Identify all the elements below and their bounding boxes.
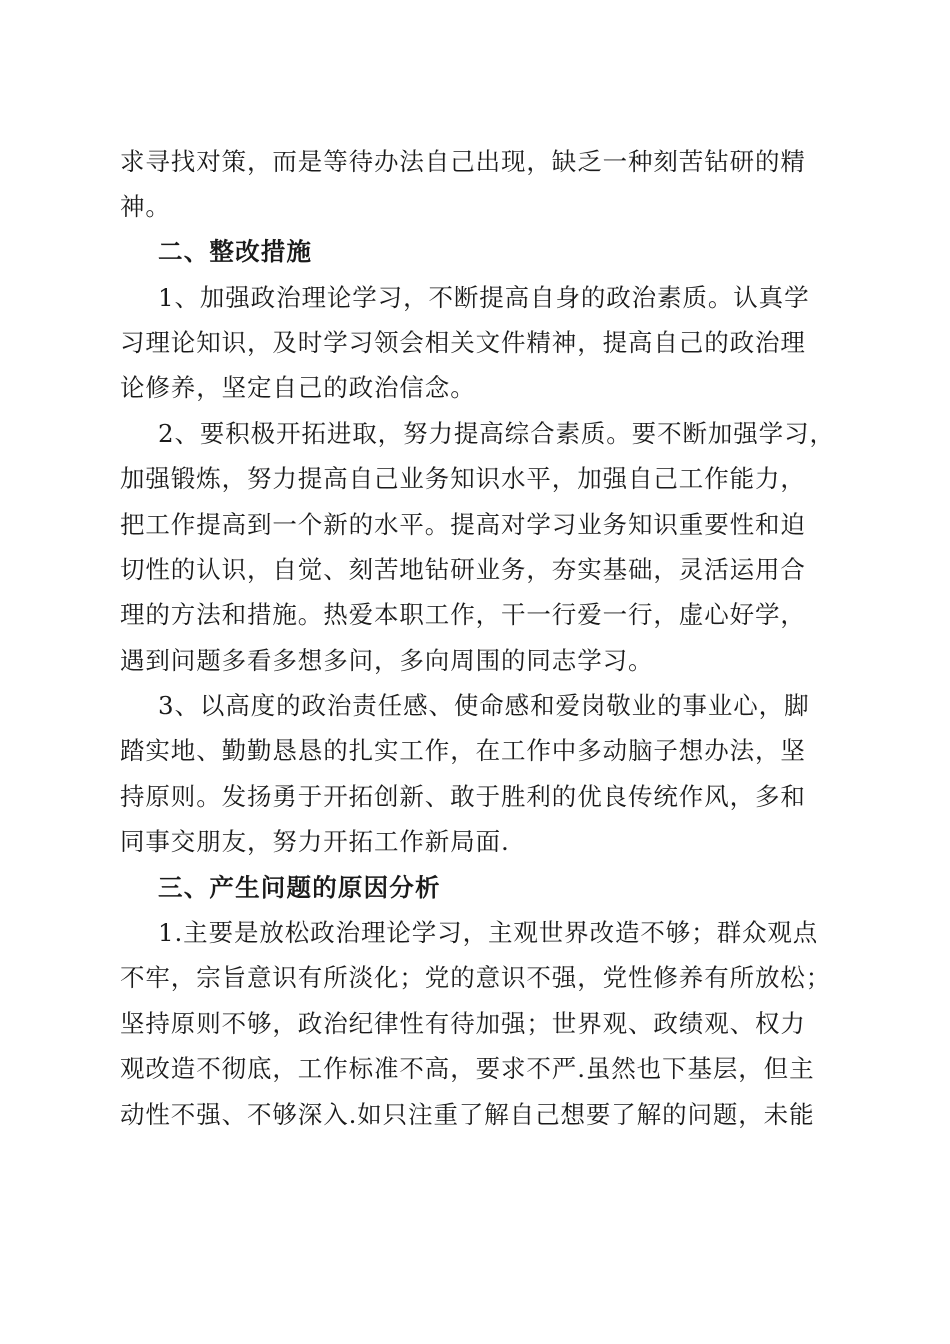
body-line: 不牢，宗旨意识有所淡化；党的意识不强，党性修养有所放松；	[120, 963, 832, 992]
body-line: 神。	[120, 192, 171, 221]
body-line: 3、以高度的政治责任感、使命感和爱岗敬业的事业心，脚	[158, 691, 810, 720]
body-line: 理的方法和措施。热爱本职工作，干一行爱一行，虚心好学，	[120, 600, 806, 629]
body-line: 同事交朋友，努力开拓工作新局面.	[120, 827, 510, 856]
body-line: 求寻找对策，而是等待办法自己出现，缺乏一种刻苦钻研的精	[120, 147, 806, 176]
body-line: 1.主要是放松政治理论学习，主观世界改造不够；群众观点	[158, 918, 819, 947]
body-line: 2、要积极开拓进取，努力提高综合素质。要不断加强学习，	[158, 419, 835, 448]
body-line: 习理论知识，及时学习领会相关文件精神，提高自己的政治理	[120, 328, 806, 357]
body-line: 坚持原则不够，政治纪律性有待加强；世界观、政绩观、权力	[120, 1009, 806, 1038]
section-heading-3: 三、产生问题的原因分析	[158, 873, 441, 902]
body-line: 遇到问题多看多想多问，多向周围的同志学习。	[120, 646, 654, 675]
body-line: 踏实地、勤勤恳恳的扎实工作，在工作中多动脑子想办法，坚	[120, 736, 806, 765]
body-line: 1、加强政治理论学习，不断提高自身的政治素质。认真学	[158, 283, 810, 312]
body-line: 论修养，坚定自己的政治信念。	[120, 373, 476, 402]
section-heading-2: 二、整改措施	[158, 237, 313, 266]
body-line: 切性的认识，自觉、刻苦地钻研业务，夯实基础，灵活运用合	[120, 555, 806, 584]
body-line: 加强锻炼，努力提高自己业务知识水平，加强自己工作能力，	[120, 464, 806, 493]
body-line: 动性不强、不够深入.如只注重了解自己想要了解的问题，未能	[120, 1100, 815, 1129]
body-line: 持原则。发扬勇于开拓创新、敢于胜利的优良传统作风，多和	[120, 782, 806, 811]
body-line: 观改造不彻底，工作标准不高，要求不严.虽然也下基层，但主	[120, 1054, 815, 1083]
body-line: 把工作提高到一个新的水平。提高对学习业务知识重要性和迫	[120, 510, 806, 539]
